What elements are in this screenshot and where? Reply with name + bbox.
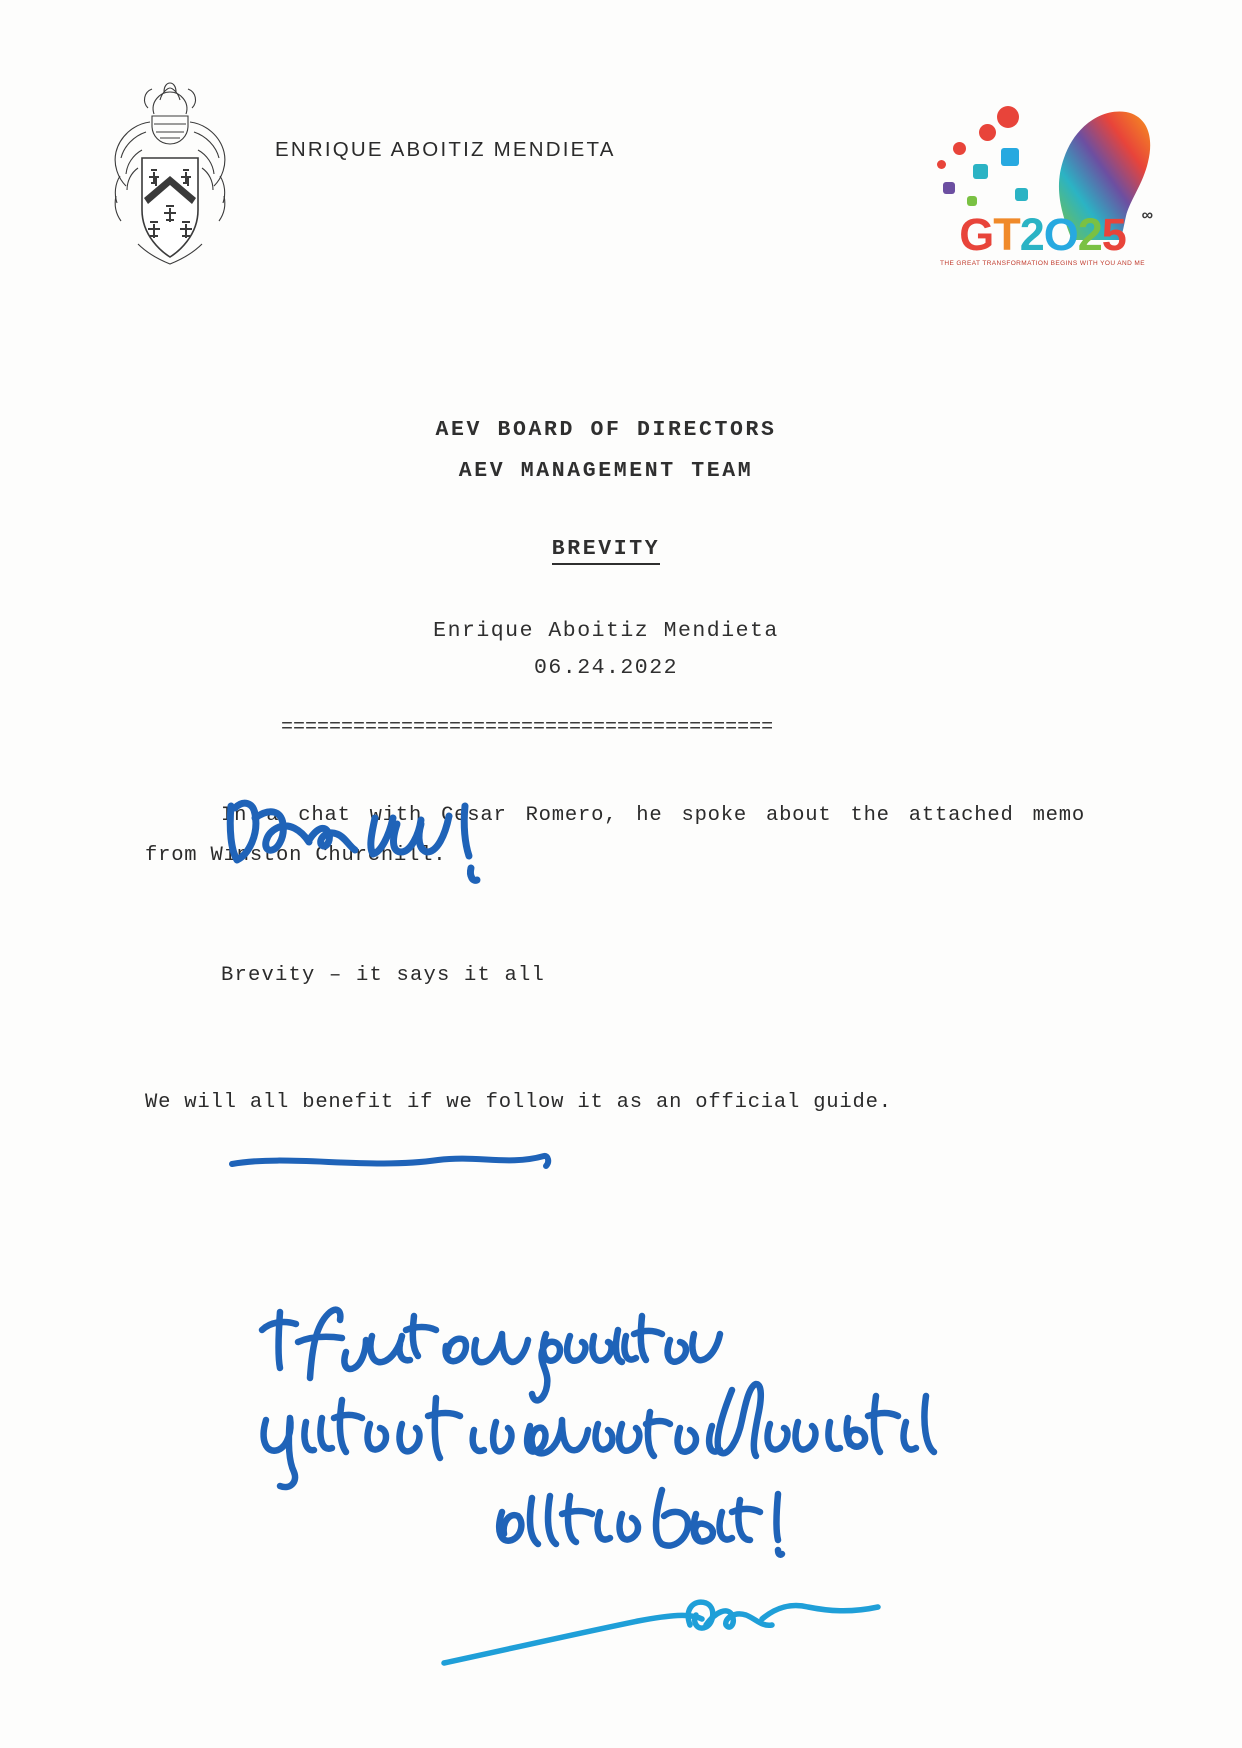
handwritten-note <box>250 1300 1010 1550</box>
logo-tagline: THE GREAT TRANSFORMATION BEGINS WITH YOU AND ME <box>940 260 1145 267</box>
addressee-block <box>107 410 1105 493</box>
letterhead <box>90 80 1152 310</box>
handwritten-quote-underline <box>228 1150 578 1180</box>
infinity-icon: ∞ <box>1141 207 1152 224</box>
memo-quote: Brevity – it says it all <box>221 963 546 987</box>
memo-from-block <box>107 613 1105 688</box>
owner-name: ENRIQUE ABOITIZ MENDIETA <box>275 138 616 161</box>
memo-paragraph-2: We will all benefit if we follow it as an official guide. <box>145 1090 892 1114</box>
addressee-line-2: AEV MANAGEMENT TEAM <box>458 459 754 484</box>
memo-subject <box>107 537 1105 561</box>
logo-digit-0: O <box>1043 209 1078 260</box>
logo-digit-2b: 2 <box>1077 209 1102 260</box>
memo-subject-text: BREVITY <box>552 537 661 565</box>
logo-digit-2: 2 <box>1019 209 1044 260</box>
gt2025-logo <box>927 90 1152 305</box>
memo-author: Enrique Aboitiz Mendieta <box>433 618 779 643</box>
gt2025-wordmark <box>935 207 1152 267</box>
logo-letter-t: T <box>993 209 1020 260</box>
memo-date: 06.24.2022 <box>533 656 679 681</box>
coat-of-arms-icon <box>90 80 250 280</box>
memo-body <box>145 410 1105 1123</box>
memo-divider: ========================================= <box>281 715 774 739</box>
memo-paragraph-1: In a chat with Cesar Romero, he spoke about the attached memo from Winston Churchill. <box>145 803 1085 867</box>
logo-digit-5: 5 <box>1101 209 1126 260</box>
addressee-line-1: AEV BOARD OF DIRECTORS <box>435 418 777 442</box>
handwritten-signature <box>440 1585 900 1675</box>
logo-letter-g: G <box>959 209 994 260</box>
